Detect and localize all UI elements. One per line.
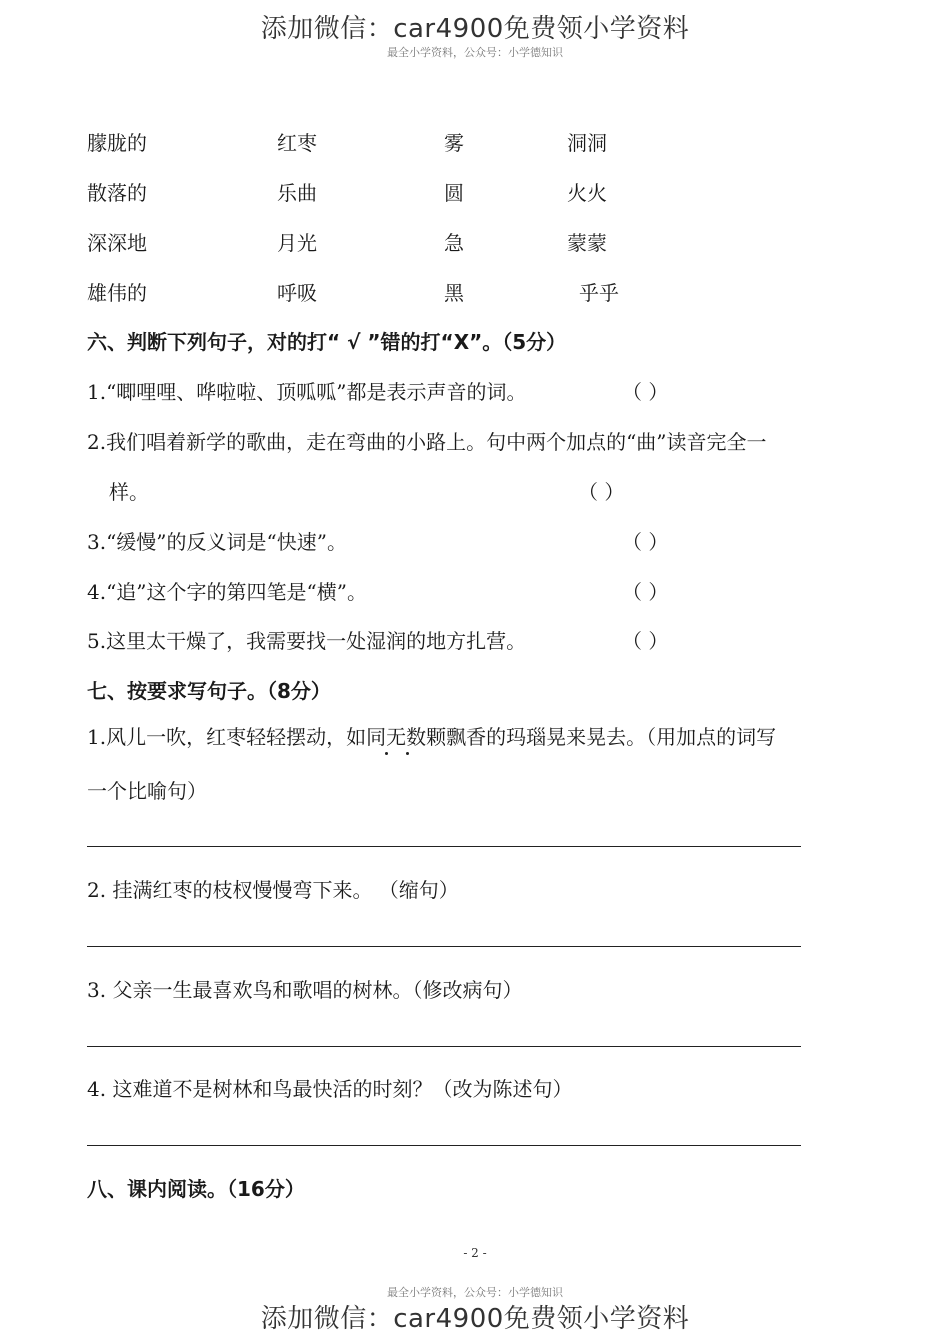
match-col3-word: 圆 <box>444 181 464 205</box>
page-number: - 2 - <box>463 1246 487 1260</box>
section6-item-2-cont: 样。 <box>109 480 149 504</box>
match-col1-word: 雄伟的 <box>87 281 147 305</box>
section7-item-2: 2. 挂满红枣的枝杈慢慢弯下来。 （缩句） <box>87 878 459 902</box>
answer-paren-2[interactable]: （ ） <box>578 480 625 504</box>
watermark-top: 添加微信：car4900免费领小学资料 <box>260 14 690 44</box>
answer-paren-5[interactable]: （ ） <box>622 629 669 653</box>
match-col1-word: 朦胧的 <box>87 131 147 155</box>
section6-item-1: 1.“唧哩哩、哗啦啦、顶呱呱”都是表示声音的词。 <box>87 380 527 404</box>
answer-paren-1[interactable]: （ ） <box>622 380 669 404</box>
watermark-top-sub: 最全小学资料，公众号：小学德知识 <box>387 46 563 59</box>
match-col2-word: 乐曲 <box>277 181 317 205</box>
section6-title: 六、判断下列句子，对的打“ √ ”错的打“X”。（5分） <box>87 330 567 354</box>
match-col2-word: 月光 <box>277 231 317 255</box>
section7-title: 七、按要求写句子。（8分） <box>87 679 331 703</box>
match-col4-word: 火火 <box>567 181 607 205</box>
answer-line-3[interactable] <box>87 1046 801 1047</box>
section7-item-1-cont: 一个比喻句） <box>87 779 207 803</box>
answer-paren-4[interactable]: （ ） <box>622 580 669 604</box>
watermark-bottom-sub: 最全小学资料，公众号：小学德知识 <box>387 1286 563 1299</box>
match-col1-word: 散落的 <box>87 181 147 205</box>
section6-item-4: 4.“追”这个字的第四笔是“横”。 <box>87 580 367 604</box>
section7-item-4: 4. 这难道不是树林和鸟最快活的时刻？（改为陈述句） <box>87 1077 573 1101</box>
section6-item-3: 3.“缓慢”的反义词是“快速”。 <box>87 530 347 554</box>
section6-item-2: 2.我们唱着新学的歌曲，走在弯曲的小路上。句中两个加点的“曲”读音完全一 <box>87 430 767 454</box>
section7-item-1: 1.风儿一吹，红枣轻轻摆动，如同无数颗飘香的玛瑙晃来晃去。（用加点的词写 <box>87 725 777 749</box>
match-col3-word: 雾 <box>444 131 464 155</box>
section8-title: 八、课内阅读。（16分） <box>87 1177 305 1201</box>
answer-paren-3[interactable]: （ ） <box>622 530 669 554</box>
match-col3-word: 急 <box>444 231 464 255</box>
match-col1-word: 深深地 <box>87 231 147 255</box>
match-col4-word: 洞洞 <box>567 131 607 155</box>
match-col4-word: 蒙蒙 <box>567 231 607 255</box>
emphasis-dot <box>406 752 409 755</box>
match-col2-word: 红枣 <box>277 131 317 155</box>
match-col2-word: 呼吸 <box>277 281 317 305</box>
answer-line-1[interactable] <box>87 846 801 847</box>
answer-line-4[interactable] <box>87 1145 801 1146</box>
section7-item-3: 3. 父亲一生最喜欢鸟和歌唱的树林。（修改病句） <box>87 978 523 1002</box>
match-col3-word: 黑 <box>444 281 464 305</box>
watermark-bottom: 添加微信：car4900免费领小学资料 <box>260 1304 690 1334</box>
emphasis-dot <box>385 752 388 755</box>
answer-line-2[interactable] <box>87 946 801 947</box>
section6-item-5: 5.这里太干燥了，我需要找一处湿润的地方扎营。 <box>87 629 527 653</box>
match-col4-word: 乎乎 <box>579 281 619 305</box>
